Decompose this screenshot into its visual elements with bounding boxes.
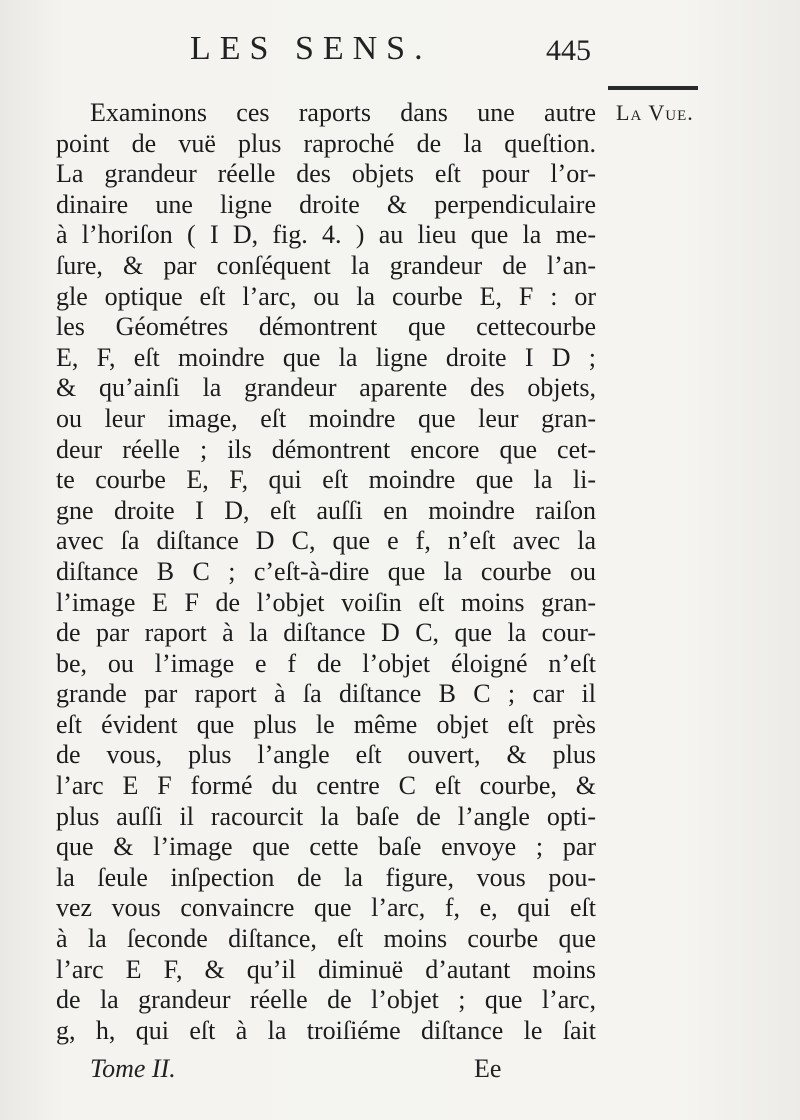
body-text [56, 98, 596, 1046]
text-line: de vous, plus l’angle eſt ouvert, & plus [56, 740, 596, 770]
text-line: gle optique eſt l’arc, ou la courbe E, F : or [56, 281, 596, 311]
text-line: ſure, & par conſéquent la grandeur de l’an- [56, 250, 596, 280]
text-line: à l’horiſon ( I D, fig. 4. ) au lieu que la me- [56, 220, 596, 250]
text-line: E, F, eſt moindre que la ligne droite I D ; [56, 342, 596, 372]
text-line: l’image E F de l’objet voiſin eſt moins gran- [56, 587, 596, 617]
text-line: avec ſa diſtance D C, que e f, n’eſt avec la [56, 526, 596, 556]
text-line: gne droite I D, eſt auſſi en moindre raiſon [56, 495, 596, 525]
text-line: de la grandeur réelle de l’objet ; que l’arc, [56, 985, 596, 1015]
text-line: g, h, qui eſt à la troiſiéme diſtance le ſait [56, 1015, 596, 1045]
text-line: be, ou l’image e f de l’objet éloigné n’eſt [56, 648, 596, 678]
margin-rule [608, 86, 698, 90]
text-line: te courbe E, F, qui eſt moindre que la li- [56, 465, 596, 495]
running-title: LES SENS. [190, 30, 432, 67]
page-number: 445 [546, 34, 591, 67]
text-line: l’arc E F, & qu’il diminuë d’autant moins [56, 954, 596, 984]
text-line: grande par raport à ſa diſtance B C ; car il [56, 679, 596, 709]
volume-label: Tome II. [90, 1054, 176, 1083]
text-line: eſt évident que plus le même objet eſt près [56, 709, 596, 739]
text-line: la ſeule inſpection de la figure, vous pou- [56, 862, 596, 892]
text-line: l’arc E F formé du centre C eſt courbe, & [56, 771, 596, 801]
text-line: deur réelle ; ils démontrent encore que cet- [56, 434, 596, 464]
text-line: & qu’ainſi la grandeur aparente des objets, [56, 373, 596, 403]
text-line: point de vuë plus raproché de la queſtion. [56, 128, 596, 158]
text-line: diſtance B C ; c’eſt-à-dire que la courbe ou [56, 556, 596, 586]
text-line: Examinons ces raports dans une autre [90, 98, 596, 127]
text-line: La grandeur réelle des objets eſt pour l’or- [56, 159, 596, 189]
text-line: les Géométres démontrent que cettecourbe [56, 312, 596, 342]
text-line: plus auſſi il racourcit la baſe de l’angle opti- [56, 801, 596, 831]
signature-mark: Ee [474, 1054, 502, 1083]
margin-note: La Vue. [616, 100, 694, 125]
text-line: à la ſeconde diſtance, eſt moins courbe que [56, 924, 596, 954]
text-line: de par raport à la diſtance D C, que la cour- [56, 618, 596, 648]
text-line: dinaire une ligne droite & perpendiculaire [56, 189, 596, 219]
text-line: vez vous convaincre que l’arc, f, e, qui eſt [56, 893, 596, 923]
text-line: ou leur image, eſt moindre que leur gran- [56, 403, 596, 433]
text-line: que & l’image que cette baſe envoye ; par [56, 832, 596, 862]
